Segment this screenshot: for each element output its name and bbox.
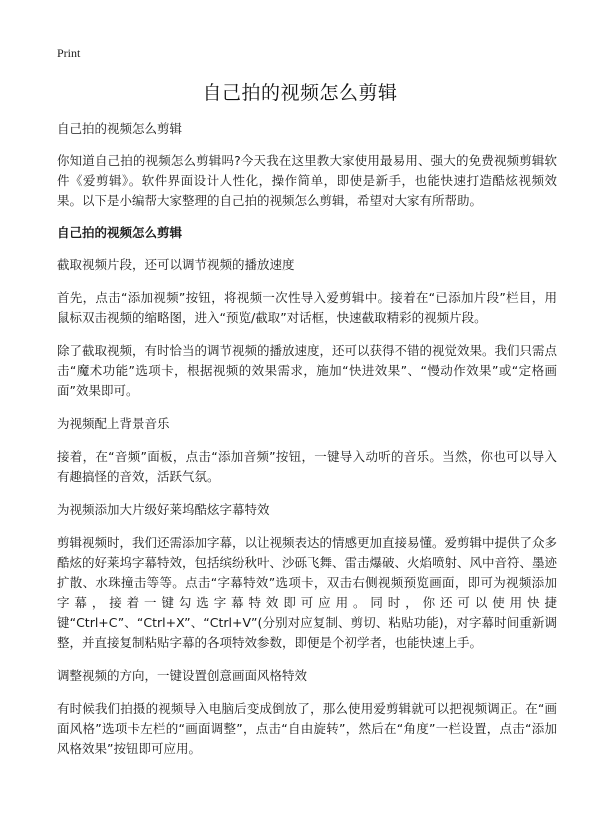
paragraph-subtitles: 剪辑视频时，我们还需添加字幕，以让视频表达的情感更加直接易懂。爱剪辑中提供了众多酷炫的好莱坞字幕特效，包括缤纷秋叶、沙砾飞舞、雷击爆破、火焰喷射、风中音符、墨迹扩散、水珠撞击等等。点击“字幕特效”选项卡，双击右侧视频预览画面，即可为视频添加字幕，接着一键勾选字幕特效即可应用。同时，你还可以使用快捷键“Ctrl+C”、“Ctrl+X”、“Ctrl+V”(分别对应复制、剪切、粘贴功能)，对字幕时间重新调整，并直接复制粘贴字幕的各项特效参数，即便是个初学者，也能快速上手。 <box>57 535 558 650</box>
article-body <box>57 119 557 769</box>
paragraph-music: 接着，在“音频”面板，点击“添加音频”按钮，一键导入动听的音乐。当然，你也可以导入有趣搞怪的音效，活跃气氛。 <box>57 449 557 484</box>
paragraph-orientation: 有时候我们拍摄的视频导入电脑后变成倒放了，那么使用爱剪辑就可以把视频调正。在“画面风格”选项卡左栏的“画面调整”，点击“自由旋转”，然后在“角度”一栏设置，点击“添加风格效果”按钮即可应用。 <box>57 701 557 756</box>
section-heading-clip: 截取视频片段，还可以调节视频的播放速度 <box>57 257 295 272</box>
section-heading-orientation: 调整视频的方向，一键设置创意画面风格特效 <box>57 668 308 683</box>
bold-section-heading: 自己拍的视频怎么剪辑 <box>57 225 183 240</box>
paragraph-clip-2: 除了截取视频，有时恰当的调节视频的播放速度，还可以获得不错的视觉效果。我们只需点击“魔术功能”选项卡，根据视频的效果需求，施加“快进效果”、“慢动作效果”或“定格画面”效果即可。 <box>57 343 558 398</box>
intro-paragraph: 你知道自己拍的视频怎么剪辑吗?今天我在这里教大家使用最易用、强大的免费视频剪辑软件《爱剪辑》。软件界面设计人性化，操作简单，即使是新手，也能快速打造酷炫视频效果。以下是小编帮大家整理的自己拍的视频怎么剪辑，希望对大家有所帮助。 <box>57 153 557 208</box>
paragraph-clip-1: 首先，点击“添加视频”按钮，将视频一次性导入爱剪辑中。接着在“已添加片段”栏目，用鼠标双击视频的缩略图，进入“预览/截取”对话框，快速截取精彩的视频片段。 <box>57 290 557 325</box>
section-heading-subtitles: 为视频添加大片级好莱坞酷炫字幕特效 <box>57 502 270 517</box>
page-title: 自己拍的视频怎么剪辑 <box>202 82 398 104</box>
section-heading-music: 为视频配上背景音乐 <box>57 416 170 431</box>
article-subtitle: 自己拍的视频怎么剪辑 <box>57 121 183 136</box>
print-link[interactable]: Print <box>57 46 81 60</box>
